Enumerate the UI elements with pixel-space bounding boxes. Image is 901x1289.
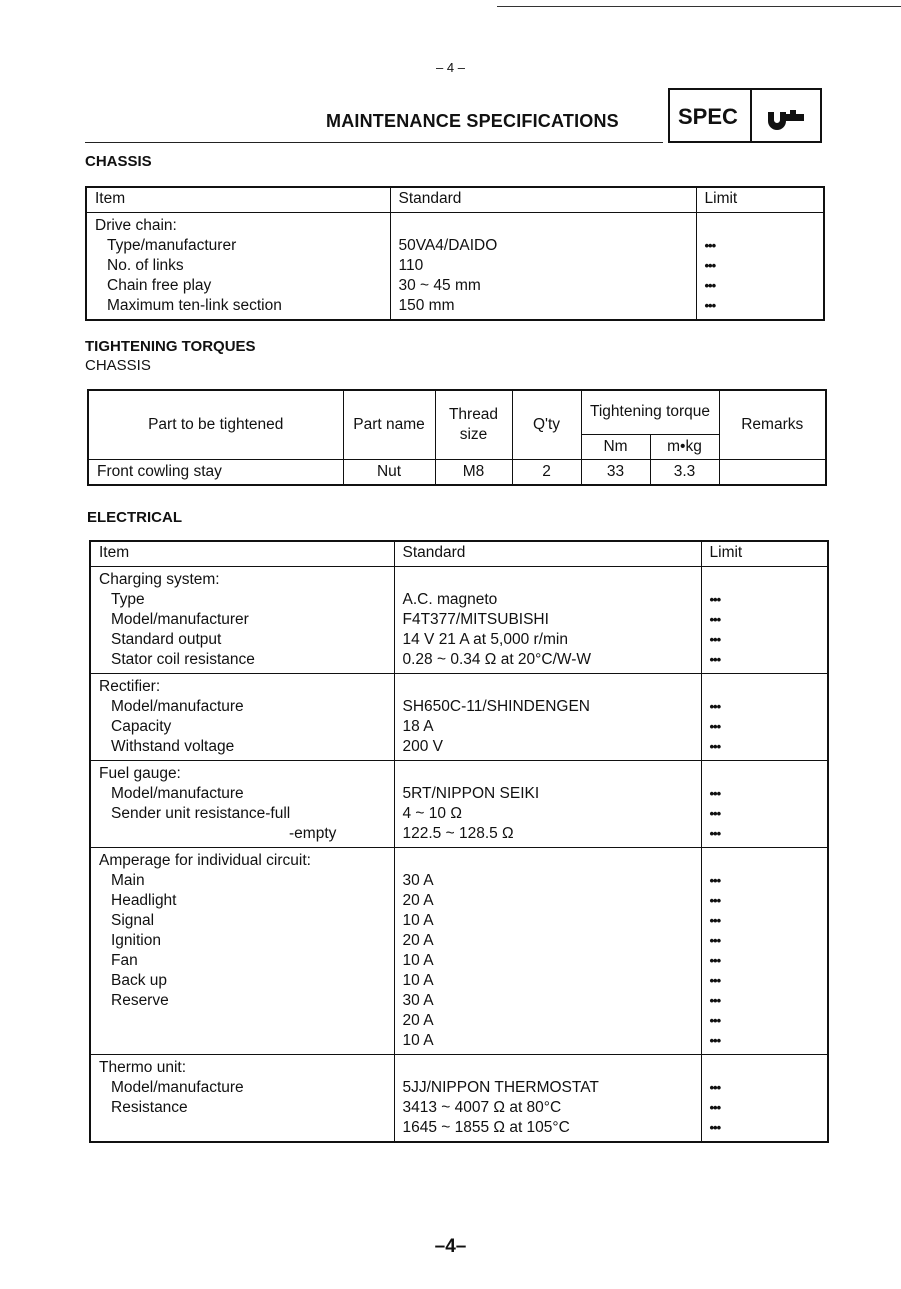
limit-value: ••• [704, 298, 716, 313]
col-torque: Tightening torque [581, 390, 719, 434]
table-header [86, 187, 824, 213]
item-label: Maximum ten-link section [107, 297, 282, 314]
item-label: Stator coil resistance [111, 651, 255, 668]
table-row [90, 761, 828, 848]
table-row [90, 848, 828, 1055]
limit-value: ••• [709, 652, 721, 667]
col-part-name: Part name [343, 390, 435, 460]
part-cell: Front cowling stay [88, 460, 343, 486]
limit-value: ••• [709, 739, 721, 754]
item-label: -empty [289, 825, 337, 842]
group-title: Charging system: [99, 571, 220, 588]
col-item: Item [86, 187, 390, 213]
standard-value: 18 A [402, 718, 434, 735]
item-label: Signal [111, 912, 155, 929]
group-title: Amperage for individual circuit: [99, 852, 311, 869]
part-name-cell: Nut [343, 460, 435, 486]
standard-value: 30 ~ 45 mm [398, 277, 481, 294]
page-number-bottom: –4– [434, 1236, 467, 1257]
standard-value: 50VA4/DAIDO [398, 237, 498, 254]
page-number-top: – 4 – [436, 60, 465, 75]
limit-value: ••• [709, 826, 721, 841]
standard-value: 20 A [402, 932, 434, 949]
limit-value: ••• [709, 973, 721, 988]
standard-value: 3413 ~ 4007 Ω at 80°C [402, 1099, 562, 1116]
spec-badge [668, 88, 822, 143]
standard-value: 30 A [402, 992, 434, 1009]
item-label: Main [111, 872, 145, 889]
torques-table [87, 389, 827, 486]
item-label: Reserve [111, 992, 169, 1009]
torques-subheading: CHASSIS [85, 357, 151, 374]
standard-value: F4T377/MITSUBISHI [402, 611, 549, 628]
col-thread-size: Thread size [435, 390, 512, 460]
limit-value: ••• [709, 1100, 721, 1115]
electrical-table [89, 540, 829, 1143]
item-label: Resistance [111, 1099, 188, 1116]
col-mkg: m•kg [650, 434, 719, 459]
group-title: Drive chain: [95, 217, 177, 234]
item-label: No. of links [107, 257, 184, 274]
chassis-heading: CHASSIS [85, 153, 152, 170]
limit-value: ••• [709, 592, 721, 607]
col-part: Part to be tightened [88, 390, 343, 460]
title-underline [85, 142, 663, 143]
item-label: Model/manufacturer [111, 611, 249, 628]
page-title: MAINTENANCE SPECIFICATIONS [326, 111, 619, 131]
remarks-cell [719, 460, 826, 486]
standard-value: 10 A [402, 972, 434, 989]
table-row [90, 674, 828, 761]
item-label: Model/manufacture [111, 785, 244, 802]
limit-value: ••• [709, 873, 721, 888]
wrench-icon [766, 108, 808, 130]
item-label: Model/manufacture [111, 698, 244, 715]
standard-value: SH650C-11/SHINDENGEN [402, 698, 590, 715]
limit-value: ••• [709, 612, 721, 627]
limit-value: ••• [709, 719, 721, 734]
table-header [90, 541, 828, 567]
table-header [88, 390, 826, 434]
item-label: Chain free play [107, 277, 212, 294]
standard-value: 10 A [402, 1032, 434, 1049]
limit-value: ••• [709, 806, 721, 821]
table-row [90, 1055, 828, 1143]
table-row [88, 460, 826, 486]
spec-label: SPEC [678, 104, 738, 129]
limit-value: ••• [709, 893, 721, 908]
nm-cell: 33 [581, 460, 650, 486]
standard-value: 0.28 ~ 0.34 Ω at 20°C/W-W [402, 651, 592, 668]
col-standard: Standard [390, 187, 696, 213]
limit-value: ••• [709, 933, 721, 948]
col-remarks: Remarks [719, 390, 826, 460]
limit-value: ••• [709, 1120, 721, 1135]
item-label: Type [111, 591, 145, 608]
standard-value: 30 A [402, 872, 434, 889]
standard-value: 150 mm [398, 297, 455, 314]
group-title: Rectifier: [99, 678, 161, 695]
group-title: Thermo unit: [99, 1059, 187, 1076]
item-label: Sender unit resistance-full [111, 805, 291, 822]
standard-value: 4 ~ 10 Ω [402, 805, 462, 822]
limit-value: ••• [709, 786, 721, 801]
col-item: Item [90, 541, 394, 567]
col-nm: Nm [581, 434, 650, 459]
item-label: Back up [111, 972, 168, 989]
item-label: Headlight [111, 892, 177, 909]
table-row [90, 567, 828, 674]
limit-value: ••• [709, 1080, 721, 1095]
standard-value: 5RT/NIPPON SEIKI [402, 785, 540, 802]
item-label: Ignition [111, 932, 161, 949]
thread-cell: M8 [435, 460, 512, 486]
limit-value: ••• [709, 1013, 721, 1028]
standard-value: 1645 ~ 1855 Ω at 105°C [402, 1119, 570, 1136]
standard-value: 10 A [402, 952, 434, 969]
qty-cell: 2 [512, 460, 581, 486]
standard-value: 20 A [402, 1012, 434, 1029]
limit-value: ••• [704, 238, 716, 253]
col-qty: Q'ty [512, 390, 581, 460]
spec-divider [750, 90, 752, 141]
torques-heading: TIGHTENING TORQUES [85, 338, 256, 355]
item-label: Capacity [111, 718, 172, 735]
standard-value: 110 [398, 257, 424, 274]
standard-value: 20 A [402, 892, 434, 909]
table-row [86, 213, 824, 321]
limit-value: ••• [709, 699, 721, 714]
col-limit: Limit [696, 187, 824, 213]
limit-value: ••• [704, 278, 716, 293]
group-title: Fuel gauge: [99, 765, 181, 782]
standard-value: 5JJ/NIPPON THERMOSTAT [402, 1079, 599, 1096]
standard-value: 10 A [402, 912, 434, 929]
mkg-cell: 3.3 [650, 460, 719, 486]
item-label: Type/manufacturer [107, 237, 237, 254]
limit-value: ••• [709, 913, 721, 928]
limit-value: ••• [709, 1033, 721, 1048]
col-limit: Limit [701, 541, 828, 567]
item-label: Withstand voltage [111, 738, 235, 755]
top-rule [497, 6, 901, 7]
limit-value: ••• [709, 953, 721, 968]
item-label: Model/manufacture [111, 1079, 244, 1096]
item-label: Fan [111, 952, 138, 969]
standard-value: 14 V 21 A at 5,000 r/min [402, 631, 568, 648]
col-standard: Standard [394, 541, 701, 567]
standard-value: A.C. magneto [402, 591, 498, 608]
standard-value: 122.5 ~ 128.5 Ω [402, 825, 514, 842]
chassis-table [85, 186, 825, 321]
standard-value: 200 V [402, 738, 444, 755]
limit-value: ••• [709, 993, 721, 1008]
electrical-heading: ELECTRICAL [87, 509, 182, 526]
limit-value: ••• [704, 258, 716, 273]
limit-value: ••• [709, 632, 721, 647]
item-label: Standard output [111, 631, 222, 648]
